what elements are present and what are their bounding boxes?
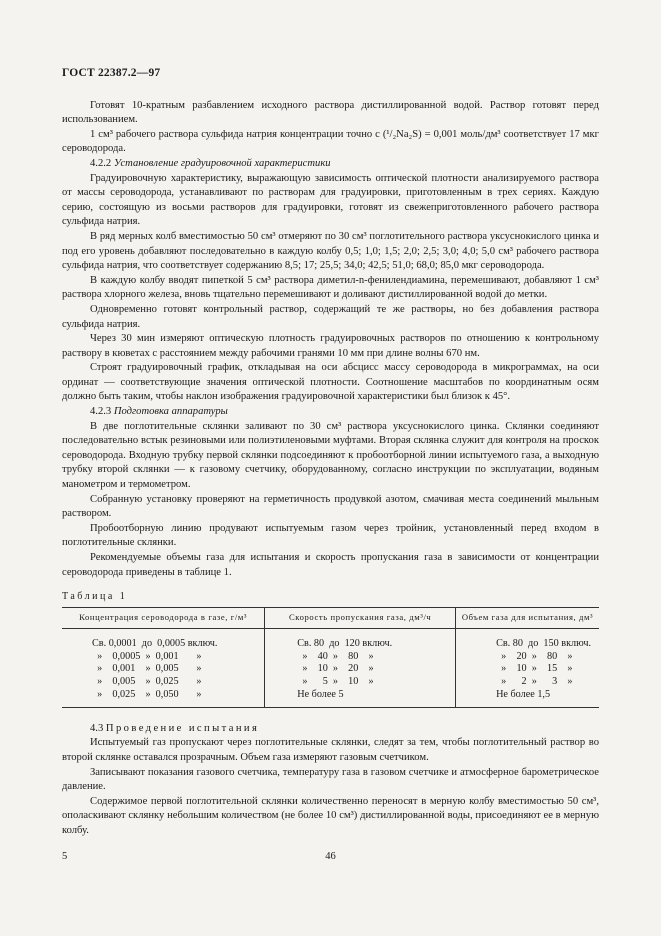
paragraph: Через 30 мин измеряют оптическую плотность градуировочных растворов по отношению к контрольному раствору в кюветах с расстоянием между рабочими гранями 10 мм при длине волны 670 нм. xyxy=(62,333,599,359)
page-number: 46 xyxy=(325,851,336,862)
section-number: 4.3 xyxy=(90,722,104,734)
paragraph: Строят градуировочный график, откладывая на оси абсцисс массу сероводорода в микрограммах, на оси ординат — соответствующие значения оптической плотности. Соотношение масштабов по координатным осям должно быть таким, чтобы наклон изображения градуировочной характеристики был близок к 45°. xyxy=(62,362,599,403)
table-cell-line: » 20 » 80 » xyxy=(496,650,573,662)
table-cell-line: » 0,0005 » 0,001 » xyxy=(92,650,202,662)
section-title: Установление градуировочной характеристики xyxy=(113,157,331,169)
table-cell-line: » 2 » 3 » xyxy=(496,676,573,688)
table-cell-line: Св. 80 до 120 включ. xyxy=(297,637,393,649)
section-title: Проведение испытания xyxy=(105,722,260,734)
paragraph: В ряд мерных колб вместимостью 50 см³ отмеряют по 30 см³ поглотительного раствора уксуснокислого цинка и под его уровень добавляют последовательно в каждую колбу 0,5; 1,0; 1,5; 2,0; 2,5; 3,0; 4,0; 5,0 см³ рабочего раствора сульфида натрия, что соответствует содержанию 8,5; 17; 25,5; 34,0; 42,5; 51,0; 68,0; 85,0 мкг сероводорода. xyxy=(62,230,599,272)
column-header-flow-rate: Скорость пропускания газа, дм³/ч xyxy=(265,607,456,628)
paragraph: Содержимое первой поглотительной склянки количественно переносят в мерную колбу вместимостью 50 см³, ополаскивают склянку небольшим количеством (не более 10 см³) дистиллированной воды, присоединяют ее в мерную колбу. xyxy=(62,795,599,836)
column-header-gas-volume: Объем газа для испытания, дм³ xyxy=(456,607,599,628)
paragraph: Испытуемый газ пропускают через поглотительные склянки, следят за тем, чтобы поглотительный раствор во второй склянке оставался прозрачным. Объем газа измеряют газовым счетчиком. xyxy=(62,737,599,763)
table-cell-line: Не более 5 xyxy=(297,688,344,700)
paragraph: Записывают показания газового счетчика, температуру газа в газовом счетчике и атмосферное барометрическое давление. xyxy=(62,766,599,793)
table-cell-flow-rate xyxy=(265,628,456,707)
paragraph: Готовят 10-кратным разбавлением исходного раствора дистиллированной водой. Раствор готовят перед использованием. xyxy=(62,99,599,126)
section-heading-4-2-2 xyxy=(62,157,599,172)
document-code-header: ГОСТ 22387.2—97 xyxy=(62,67,161,79)
table-caption: Таблица 1 xyxy=(62,591,128,603)
table-cell-line: Не более 1,5 xyxy=(496,688,551,700)
section-number: 4.2.3 xyxy=(90,406,112,418)
table-cell-line: » 10 » 15 » xyxy=(496,663,573,675)
section-title: Подготовка аппаратуры xyxy=(113,406,228,418)
section-heading-4-3 xyxy=(62,722,599,737)
paragraph: 1 см³ рабочего раствора сульфида натрия концентрации точно c (¹/₂Na₂S) = 0,001 моль/дм³ соответствует 17 мкг сероводорода. xyxy=(62,128,599,155)
footer-left-number: 5 xyxy=(62,851,68,862)
paragraph: Собранную установку проверяют на герметичность продувкой азотом, смачивая места соединений мыльным раствором. xyxy=(62,493,599,520)
table-cell-line: » 0,001 » 0,005 » xyxy=(92,663,202,675)
paragraph: Пробоотборную линию продувают испытуемым газом через тройник, установленный перед входом в поглотительные склянки. xyxy=(62,522,599,549)
table-cell-line: » 5 » 10 » xyxy=(297,676,374,688)
section-number: 4.2.2 xyxy=(90,157,112,169)
table-cell-line: » 0,025 » 0,050 » xyxy=(92,688,202,700)
paragraph: В каждую колбу вводят пипеткой 5 см³ раствора диметил-n-фенилендиамина, перемешивают, добавляют 1 см³ раствора хлорного железа, вновь тщательно перемешивают и доливают дистиллированной водой до метки. xyxy=(62,274,599,301)
table-cell-line: » 10 » 20 » xyxy=(297,663,374,675)
table-cell-line: Св. 0,0001 до 0,0005 включ. xyxy=(92,637,218,649)
document-page xyxy=(62,66,599,839)
table-cell-concentration xyxy=(62,628,265,707)
table-cell-line: Св. 80 до 150 включ. xyxy=(496,637,591,649)
section-heading-4-2-3 xyxy=(62,405,599,420)
table-1 xyxy=(62,607,599,708)
table-cell-gas-volume xyxy=(456,628,599,707)
column-header-concentration: Концентрация сероводорода в газе, г/м³ xyxy=(62,607,265,628)
table-cell-line: » 0,005 » 0,025 » xyxy=(92,676,202,688)
table-header-row xyxy=(62,607,599,628)
table-cell-line: » 40 » 80 » xyxy=(297,650,374,662)
paragraph: В две поглотительные склянки заливают по 30 см³ раствора уксуснокислого цинка. Склянки соединяют последовательно встык резиновыми или полиэтиленовыми муфтами. Вторая склянка служит для контроля на проскок сероводорода. Входную трубку первой склянки подсоединяют к пробоотборной линии испытуемого газа, а выходную трубку второй склянки — к газовому счетчику, оборудованному, согласно инструкции по эксплуатации, водяным манометром и термометром. xyxy=(62,420,599,491)
paragraph: Градуировочную характеристику, выражающую зависимость оптической плотности анализируемого раствора от массы сероводорода, устанавливают по растворам для градуировки, приготовленным в трех сериях. Каждую серию, состоящую из восьми растворов для градуировки, готовят из свежеприготовленного рабочего раствора сульфида натрия. xyxy=(62,172,599,228)
table-row xyxy=(62,628,599,707)
paragraph: Рекомендуемые объемы газа для испытания и скорость пропускания газа в зависимости от концентрации сероводорода приведены в таблице 1. xyxy=(62,552,599,578)
paragraph: Одновременно готовят контрольный раствор, содержащий те же растворы, но без добавления раствора сульфида натрия. xyxy=(62,303,599,330)
